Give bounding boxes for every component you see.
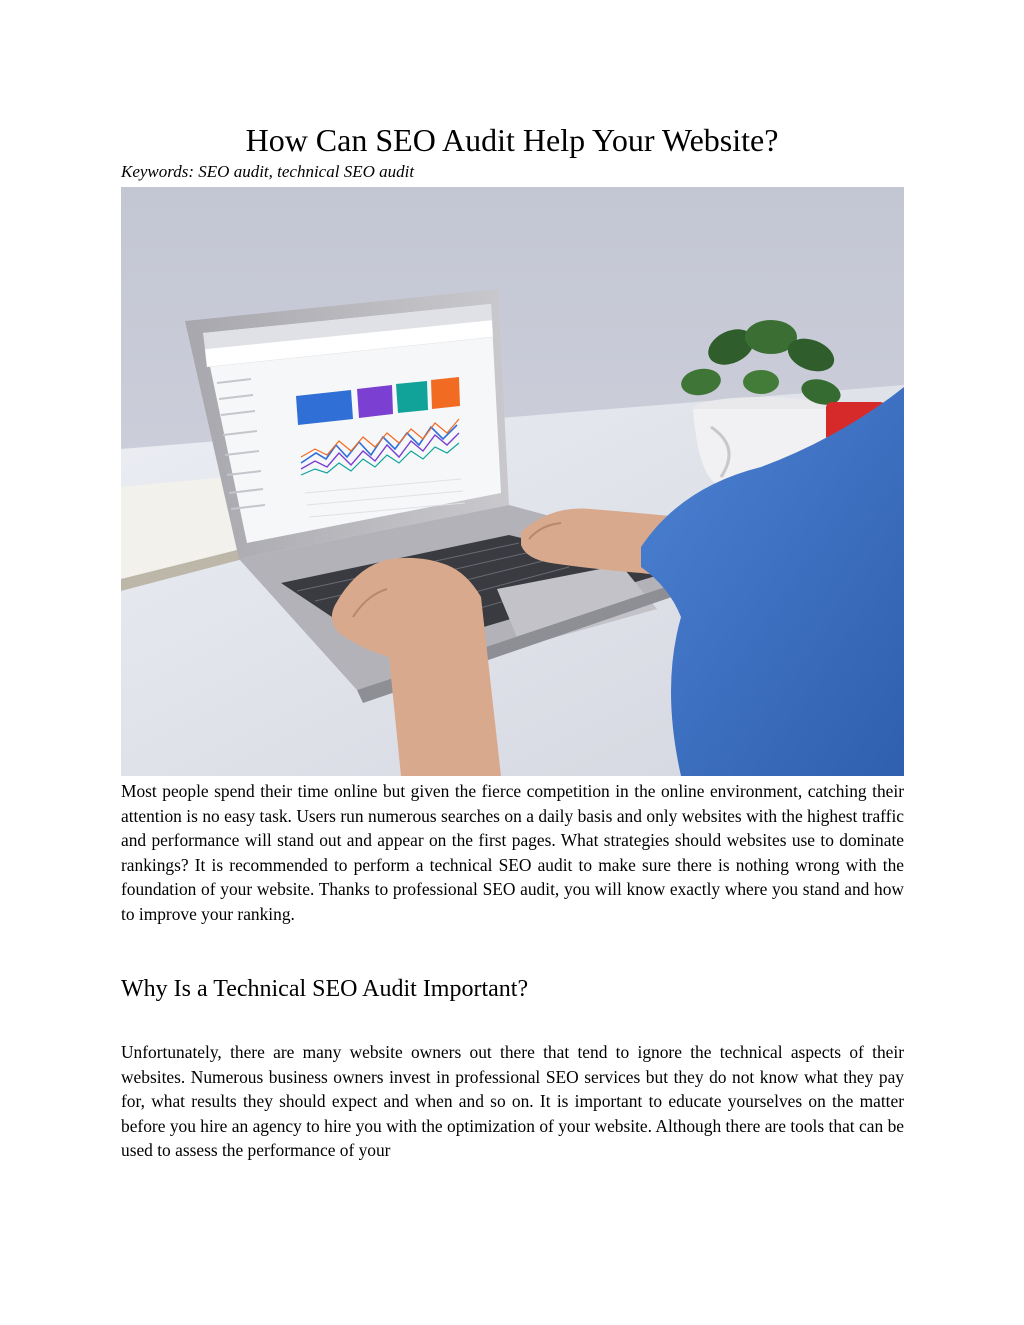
section-paragraph: Unfortunately, there are many website owners out there that tend to ignore the technical aspects of their websites. Numerous business owners invest in professional SEO services but they do not know what they pay for, what results they should expect and when and so on. It is important to educate yourselves on the matter before you hire an agency to hire you with the optimization of your website. Although there are tools that can be used to assess the performance of your [121, 1042, 904, 1161]
intro-paragraph: Most people spend their time online but given the fierce competition in the online environment, catching their attention is no easy task. Users run numerous searches on a daily basis and only websites with the highest traffic and performance will stand out and appear on the first pages. What strategies should websites use to dominate rankings? It is recommended to perform a technical SEO audit to make sure there is nothing wrong with the foundation of your website. Thanks to professional SEO audit, you will know exactly where you stand and how to improve your ranking. [121, 781, 904, 924]
photo-laptop-search-console-icon [121, 187, 904, 776]
keywords-line: Keywords: SEO audit, technical SEO audit [121, 162, 415, 181]
section-heading: Why Is a Technical SEO Audit Important? [121, 976, 529, 1002]
document-title: How Can SEO Audit Help Your Website? [245, 122, 779, 158]
hero-photo [121, 187, 904, 776]
